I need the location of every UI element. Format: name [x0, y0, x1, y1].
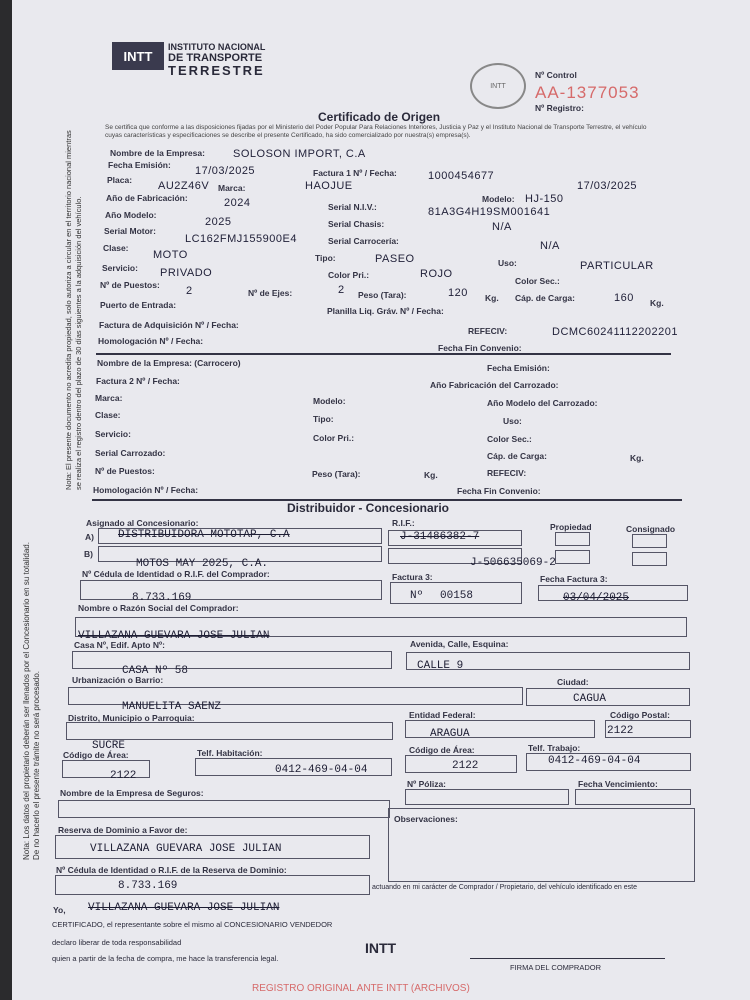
telf-trab-value: 0412-469-04-04 [548, 755, 641, 767]
cedula-reserva-value: 8.733.169 [118, 880, 178, 892]
declaration-line1: actuando en mi carácter de Comprador / Propietario, del vehículo identificado en este [372, 884, 637, 891]
carrozado-modelo-label: Modelo: [313, 396, 346, 406]
vencimiento-field[interactable] [575, 789, 691, 805]
ejes-value: 2 [338, 284, 345, 296]
concesionario-b-rif: J-506635069-2 [470, 557, 556, 569]
cedula-comprador-value: 8.733.169 [132, 592, 192, 604]
telf-hab-label: Telf. Habitación: [197, 748, 263, 758]
cedula-comprador-field[interactable] [80, 580, 382, 600]
side-note-top: Nota: El presente documento no acredita propiedad, solo autoriza a circular en el territorio nacional mientras se realiza el registro dentro del plazo de 30 días siguientes a la adquisición del vehículo. [64, 130, 83, 490]
anio-fab-label: Año de Fabricación: [106, 193, 188, 203]
rif-label: R.I.F.: [392, 518, 415, 528]
row-b-label: B) [84, 549, 93, 559]
factura1-value: 1000454677 [428, 170, 495, 182]
consignado-checkbox-a[interactable] [632, 534, 667, 548]
fecha-factura3-label: Fecha Factura 3: [540, 574, 608, 584]
peso-kg: Kg. [485, 293, 499, 303]
refeciv-value: DCMC60241112202201 [552, 326, 679, 338]
yo-label: Yo, [53, 905, 66, 915]
yo-name: VILLAZANA GUEVARA JOSE JULIAN [88, 902, 280, 914]
reserva-label: Reserva de Dominio a Favor de: [58, 825, 188, 835]
codarea1-field[interactable] [62, 760, 150, 778]
carrozado-color-pri-label: Color Pri.: [313, 433, 355, 443]
fecha-emision-label: Fecha Emisión: [108, 160, 171, 170]
concesionario-b-name: MOTOS MAY 2025, C.A. [136, 558, 269, 570]
color-pri-value: ROJO [420, 268, 453, 280]
firma-comprador-label: FIRMA DEL COMPRADOR [510, 963, 601, 972]
declaration-line4: quien a partir de la fecha de compra, me hace la transferencia legal. [52, 954, 279, 963]
carrocero-label: Nombre de la Empresa: (Carrocero) [97, 358, 241, 368]
factura2-label: Factura 2 Nº / Fecha: [96, 376, 180, 386]
propiedad-label: Propiedad [550, 522, 592, 532]
modelo-value: HJ-150 [525, 193, 564, 205]
cedula-comprador-label: Nº Cédula de Identidad o R.I.F. del Comprador: [82, 569, 270, 579]
propiedad-checkbox-a[interactable] [555, 532, 590, 546]
distribuidor-title: Distribuidor - Concesionario [287, 501, 450, 515]
puestos-value: 2 [186, 285, 193, 297]
peso-value: 120 [448, 287, 468, 299]
carrozado-servicio-label: Servicio: [95, 429, 131, 439]
carrozado-carga-label: Cáp. de Carga: [487, 451, 547, 461]
row-a-label: A) [85, 532, 94, 542]
distrito-value: SUCRE [92, 740, 126, 752]
color-sec-label: Color Sec.: [515, 276, 560, 286]
razon-social-value: VILLAZANA GUEVARA JOSE JULIAN [78, 630, 270, 642]
color-pri-label: Color Pri.: [328, 270, 370, 280]
factura-adq-label: Factura de Adquisición Nº / Fecha: [99, 320, 239, 330]
asignado-label: Asignado al Concesionario: [86, 518, 199, 528]
intt-signature-label: INTT [365, 940, 397, 956]
control-number: AA-1377053 [535, 83, 640, 102]
entidad-label: Entidad Federal: [409, 710, 476, 720]
serial-carroceria-value: N/A [540, 240, 560, 252]
cedula-reserva-field[interactable] [55, 875, 370, 895]
carga-label: Cáp. de Carga: [515, 293, 575, 303]
ciudad-label: Ciudad: [557, 677, 589, 687]
carga-kg: Kg. [650, 298, 664, 308]
empresa-value: SOLOSON IMPORT, C.A [233, 148, 366, 160]
consignado-label: Consignado [626, 524, 676, 534]
peso-label: Peso (Tara): [358, 290, 407, 300]
fecha-factura3-value: 03/04/2025 [563, 592, 630, 604]
footer-registro: REGISTRO ORIGINAL ANTE INTT (ARCHIVOS) [252, 983, 470, 994]
placa-label: Placa: [107, 175, 133, 185]
urbanizacion-label: Urbanización o Barrio: [72, 675, 164, 685]
marca-label: Marca: [218, 183, 246, 193]
consignado-checkbox-b[interactable] [632, 552, 667, 566]
codarea1-label: Código de Área: [63, 750, 129, 760]
urbanizacion-value: MANUELITA SAENZ [122, 701, 222, 713]
carrozado-fecha-fin-label: Fecha Fin Convenio: [457, 486, 541, 496]
institute-line1: INSTITUTO NACIONAL [168, 42, 266, 52]
observaciones-label: Observaciones: [394, 814, 458, 824]
poliza-label: Nº Póliza: [407, 779, 446, 789]
modelo-label: Modelo: [482, 194, 515, 204]
empresa-label: Nombre de la Empresa: [110, 148, 205, 158]
concesionario-a-name: DISTRIBUIDORA MOTOTAP, C.A [118, 529, 290, 541]
carrozado-refeciv-label: REFECIV: [487, 468, 527, 478]
marca-value: HAOJUE [305, 180, 353, 192]
carrozado-homologacion-label: Homologación Nº / Fecha: [93, 485, 199, 495]
divider-vehicle [96, 353, 671, 355]
casa-field[interactable] [72, 651, 392, 669]
serial-motor-value: LC162FMJ155900E4 [185, 233, 297, 245]
factura3-value: 00158 [440, 590, 474, 602]
carrozado-puestos-label: Nº de Puestos: [95, 466, 155, 476]
carrozado-anio-fab-label: Año Fabricación del Carrozado: [430, 380, 559, 390]
codarea2-value: 2122 [452, 760, 479, 772]
institute-line2: DE TRANSPORTE [168, 52, 263, 64]
distrito-label: Distrito, Municipio o Parroquia: [68, 713, 195, 723]
avenida-value: CALLE 9 [417, 660, 464, 672]
serial-niv-value: 81A3G4H19SM001641 [428, 206, 551, 218]
postal-value: 2122 [607, 725, 634, 737]
ciudad-field[interactable] [526, 688, 690, 706]
carrozado-marca-label: Marca: [95, 393, 123, 403]
carrocero-fecha-label: Fecha Emisión: [487, 363, 550, 373]
codarea1-value: 2122 [110, 770, 137, 782]
refeciv-label: REFECIV: [468, 326, 508, 336]
propiedad-checkbox-b[interactable] [555, 550, 590, 564]
anio-fab-value: 2024 [224, 197, 251, 209]
intt-seal-icon: INTT [470, 63, 526, 109]
servicio-value: PRIVADO [160, 267, 213, 279]
fecha-emision-value: 17/03/2025 [195, 165, 256, 177]
carrozado-peso-label: Peso (Tara): [312, 469, 361, 479]
codarea2-label: Código de Área: [409, 745, 475, 755]
postal-label: Código Postal: [610, 710, 670, 720]
carrozado-uso-label: Uso: [503, 416, 522, 426]
puerto-label: Puerto de Entrada: [100, 300, 177, 310]
carrozado-anio-modelo-label: Año Modelo del Carrozado: [487, 398, 598, 408]
reserva-value: VILLAZANA GUEVARA JOSE JULIAN [90, 843, 282, 855]
declaration-line3: declaro liberar de toda responsabilidad [52, 938, 182, 947]
clase-value: MOTO [153, 249, 188, 261]
serial-niv-label: Serial N.I.V.: [328, 202, 377, 212]
factura3-label: Factura 3: [392, 572, 433, 582]
factura1-label: Factura 1 Nº / Fecha: [313, 168, 397, 178]
planilla-label: Planilla Liq. Gráv. Nº / Fecha: [327, 306, 444, 316]
poliza-field[interactable] [405, 789, 569, 805]
tipo-label: Tipo: [315, 253, 336, 263]
anio-modelo-value: 2025 [205, 216, 232, 228]
seguros-label: Nombre de la Empresa de Seguros: [60, 788, 204, 798]
carrozado-serial-label: Serial Carrozado: [95, 448, 166, 458]
casa-value: CASA Nº 58 [122, 665, 189, 677]
declaration-line2: CERTIFICADO, el representante sobre el mismo al CONCESIONARIO VENDEDOR [52, 920, 333, 929]
fecha-fin-label: Fecha Fin Convenio: [438, 343, 522, 353]
control-label: Nº Control [535, 70, 577, 80]
razon-social-label: Nombre o Razón Social del Comprador: [78, 603, 239, 613]
telf-trab-label: Telf. Trabajo: [528, 743, 581, 753]
telf-hab-value: 0412-469-04-04 [275, 764, 368, 776]
carrozado-color-sec-label: Color Sec.: [487, 434, 532, 444]
serial-chasis-label: Serial Chasis: [328, 219, 385, 229]
certificate-title: Certificado de Origen [318, 110, 441, 124]
uso-value: PARTICULAR [580, 260, 654, 272]
clase-label: Clase: [103, 243, 129, 253]
entidad-value: ARAGUA [430, 728, 470, 740]
distrito-field[interactable] [66, 722, 393, 740]
ciudad-value: CAGUA [573, 693, 607, 705]
carrozado-clase-label: Clase: [95, 410, 121, 420]
factura3-prefix: Nº [410, 590, 424, 602]
puestos-label: Nº de Puestos: [100, 280, 160, 290]
intt-logo: INTT [112, 42, 164, 70]
casa-label: Casa Nº, Edif. Apto Nº: [74, 640, 165, 650]
serial-carroceria-label: Serial Carrocería: [328, 236, 399, 246]
carrozado-tipo-label: Tipo: [313, 414, 334, 424]
carrozado-carga-kg: Kg. [630, 453, 644, 463]
signature-line [470, 958, 665, 959]
homologacion-label: Homologación Nº / Fecha: [98, 336, 204, 346]
placa-value: AU2Z46V [158, 180, 210, 192]
ejes-label: Nº de Ejes: [248, 288, 293, 298]
carga-value: 160 [614, 292, 634, 304]
anio-modelo-label: Año Modelo: [105, 210, 157, 220]
carrozado-peso-kg: Kg. [424, 470, 438, 480]
vencimiento-label: Fecha Vencimiento: [578, 779, 658, 789]
side-note-bottom: Nota: Los datos del propietario deberán ser llenados por el Concesionario en su totalidad. De no hacerlo el presente trámite no será procesado. [22, 542, 41, 860]
uso-label: Uso: [498, 258, 517, 268]
institute-line3: TERRESTRE [168, 63, 265, 78]
serial-motor-label: Serial Motor: [104, 226, 156, 236]
registro-label: Nº Registro: [535, 103, 584, 113]
factura1-fecha: 17/03/2025 [577, 180, 638, 192]
tipo-value: PASEO [375, 253, 415, 265]
avenida-label: Avenida, Calle, Esquina: [410, 639, 509, 649]
concesionario-a-rif: J-31486382-7 [400, 531, 480, 543]
servicio-label: Servicio: [102, 263, 138, 273]
certificate-intro: Se certifica que conforme a las disposiciones fijadas por el Ministerio del Poder Popular Para Relaciones Interiores, Justicia y Paz y el Instituto Nacional de Transporte Terrestre, el vehículo cuyas características y especificaciones se describe el presente Certificado, ha sido comercializado por nuestra(s) empresa(s). [105, 124, 647, 139]
serial-chasis-value: N/A [492, 221, 512, 233]
seguros-field[interactable] [58, 800, 390, 818]
cedula-reserva-label: Nº Cédula de Identidad o R.I.F. de la Reserva de Dominio: [56, 865, 287, 875]
